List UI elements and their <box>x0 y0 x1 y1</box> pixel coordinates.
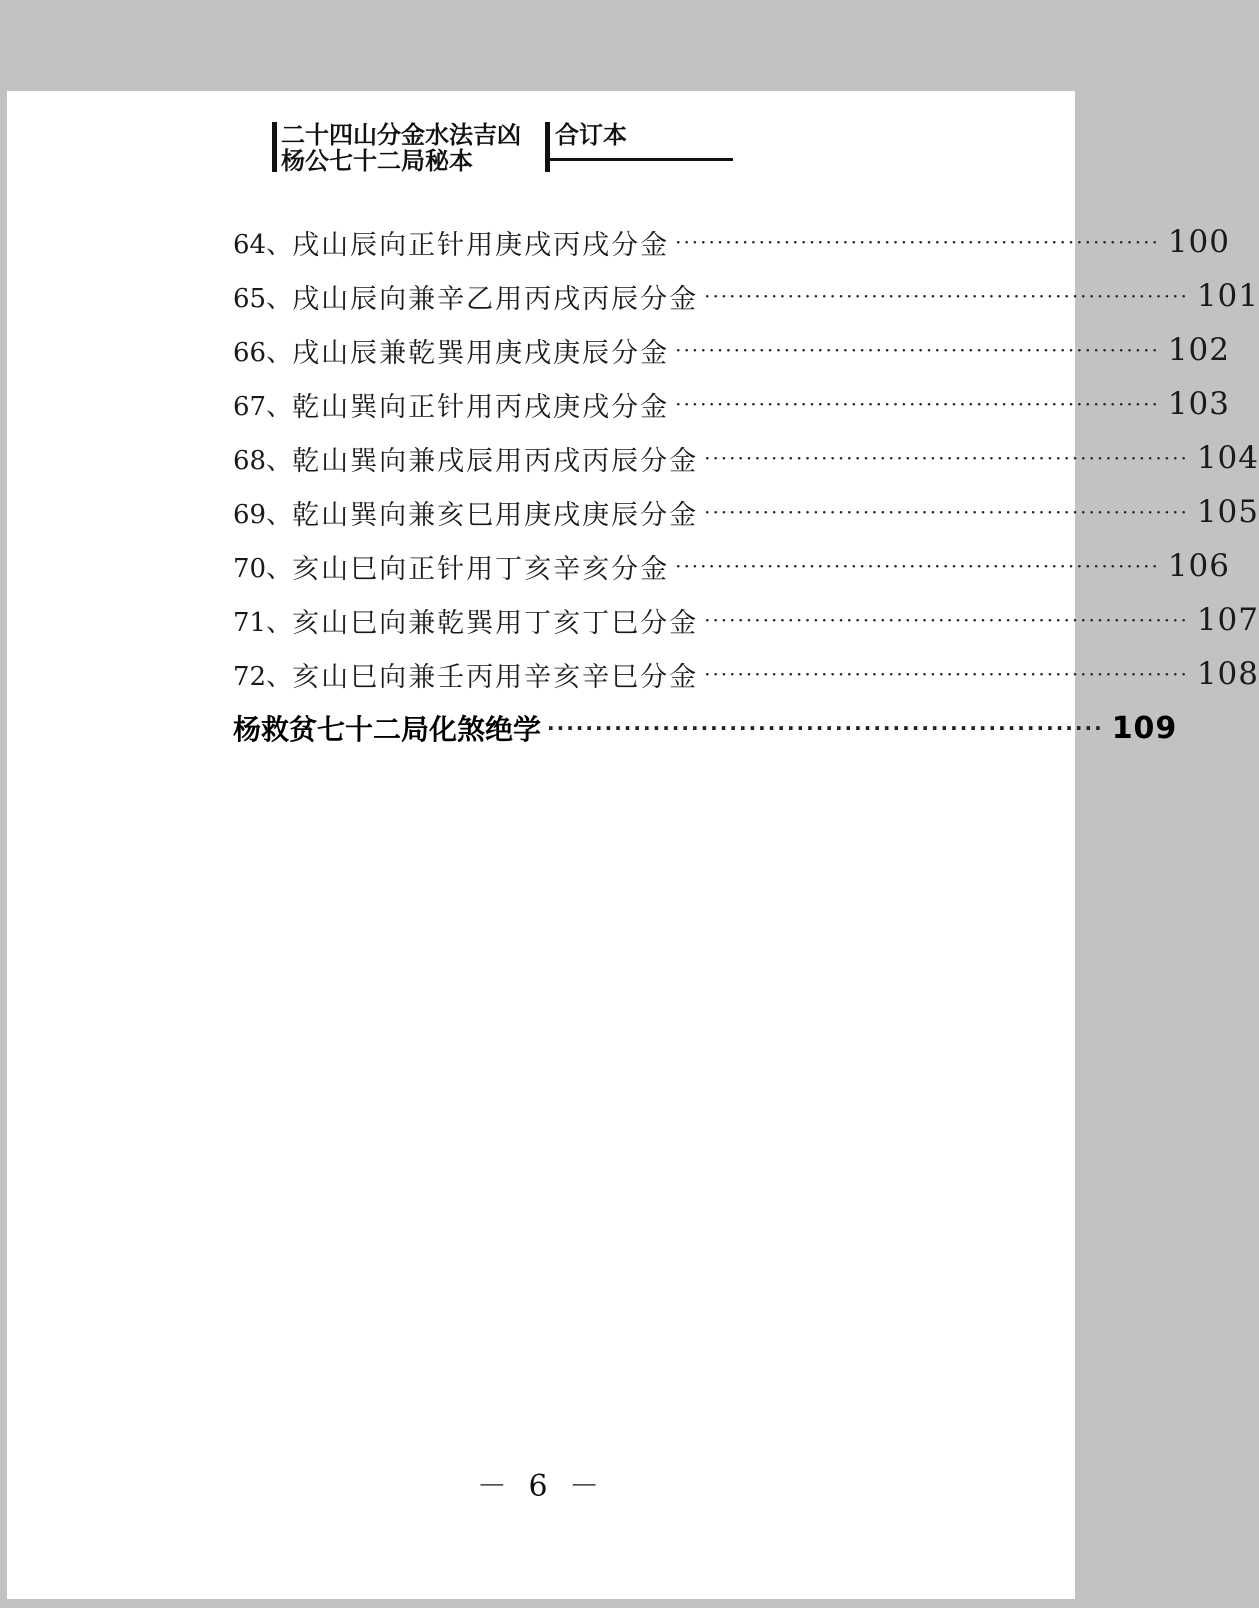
toc-entry-number: 72、 <box>233 661 293 692</box>
toc-leader-dots: ·························································· <box>675 338 1160 362</box>
toc-entry-number: 66、 <box>233 337 293 368</box>
toc-entry-title: 亥山巳向正针用丁亥辛亥分金 <box>292 553 670 585</box>
toc-entry[interactable] <box>233 485 1259 539</box>
toc-entry-page: 108 <box>1196 656 1259 692</box>
toc-leader-dots: ·························································· <box>704 500 1189 524</box>
toc-entry-title: 戌山辰向正针用庚戌丙戌分金 <box>292 229 670 261</box>
toc-entry-title: 杨救贫七十二局化煞绝学 <box>233 713 542 746</box>
document-page <box>7 91 1259 1599</box>
toc-entry-page: 106 <box>1167 548 1230 584</box>
toc-entry[interactable] <box>233 269 1259 323</box>
toc-entry-page: 104 <box>1196 440 1259 476</box>
header-left-bar <box>272 122 277 172</box>
toc-leader-dots: ·························································· <box>675 554 1160 578</box>
toc-entry-page: 107 <box>1196 602 1259 638</box>
toc-entry-title: 亥山巳向兼乾巽用丁亥丁巳分金 <box>292 607 699 639</box>
toc-entry[interactable] <box>233 593 1259 647</box>
toc-entry-number: 70、 <box>233 553 293 584</box>
running-header <box>263 122 743 178</box>
header-divider-bar <box>545 122 550 172</box>
toc-entry-page: 105 <box>1196 494 1259 530</box>
toc-entry[interactable] <box>233 323 1230 377</box>
header-underline <box>547 158 733 161</box>
toc-entry[interactable] <box>233 647 1259 701</box>
header-title-line2: 杨公七十二局秘本 <box>281 147 473 175</box>
header-title-line1: 二十四山分金水法吉凶 <box>281 121 521 149</box>
toc-leader-dots: ·························································· <box>704 446 1189 470</box>
toc-leader-dots: ·························································· <box>675 230 1160 254</box>
toc-entry-number: 71、 <box>233 607 293 638</box>
toc-entry-number: 67、 <box>233 391 293 422</box>
toc-entry[interactable] <box>233 377 1230 431</box>
toc-entry-page: 101 <box>1196 278 1259 314</box>
toc-entry-number: 69、 <box>233 499 293 530</box>
toc-entry-title: 乾山巽向正针用丙戌庚戌分金 <box>292 391 670 423</box>
toc-entry-page: 103 <box>1167 386 1230 422</box>
toc-entry-title: 戌山辰向兼辛乙用丙戌丙辰分金 <box>292 283 699 315</box>
toc-entry-title: 乾山巽向兼亥巳用庚戌庚辰分金 <box>292 499 699 531</box>
table-of-contents <box>233 215 1259 755</box>
toc-entry-number: 68、 <box>233 445 293 476</box>
toc-entry-number: 65、 <box>233 283 293 314</box>
toc-entry[interactable] <box>233 215 1230 269</box>
toc-entry-page: 102 <box>1167 332 1230 368</box>
toc-entry-title: 亥山巳向兼壬丙用辛亥辛巳分金 <box>292 661 699 693</box>
toc-leader-dots: ·························································· <box>704 608 1189 632</box>
toc-entry-title: 乾山巽向兼戌辰用丙戌丙辰分金 <box>292 445 699 477</box>
toc-leader-dots: ·························································· <box>547 716 1104 740</box>
toc-leader-dots: ·························································· <box>704 662 1189 686</box>
toc-leader-dots: ·························································· <box>704 284 1189 308</box>
toc-entry[interactable] <box>233 431 1259 485</box>
header-edition-label: 合订本 <box>555 121 627 149</box>
toc-entry-final[interactable] <box>233 701 1178 755</box>
toc-entry[interactable] <box>233 539 1230 593</box>
page-number: － 6 － <box>476 1469 606 1504</box>
toc-entry-page: 109 <box>1111 710 1178 746</box>
toc-leader-dots: ·························································· <box>675 392 1160 416</box>
toc-entry-title: 戌山辰兼乾巽用庚戌庚辰分金 <box>292 337 670 369</box>
toc-entry-page: 100 <box>1167 224 1230 260</box>
toc-entry-number: 64、 <box>233 229 293 260</box>
